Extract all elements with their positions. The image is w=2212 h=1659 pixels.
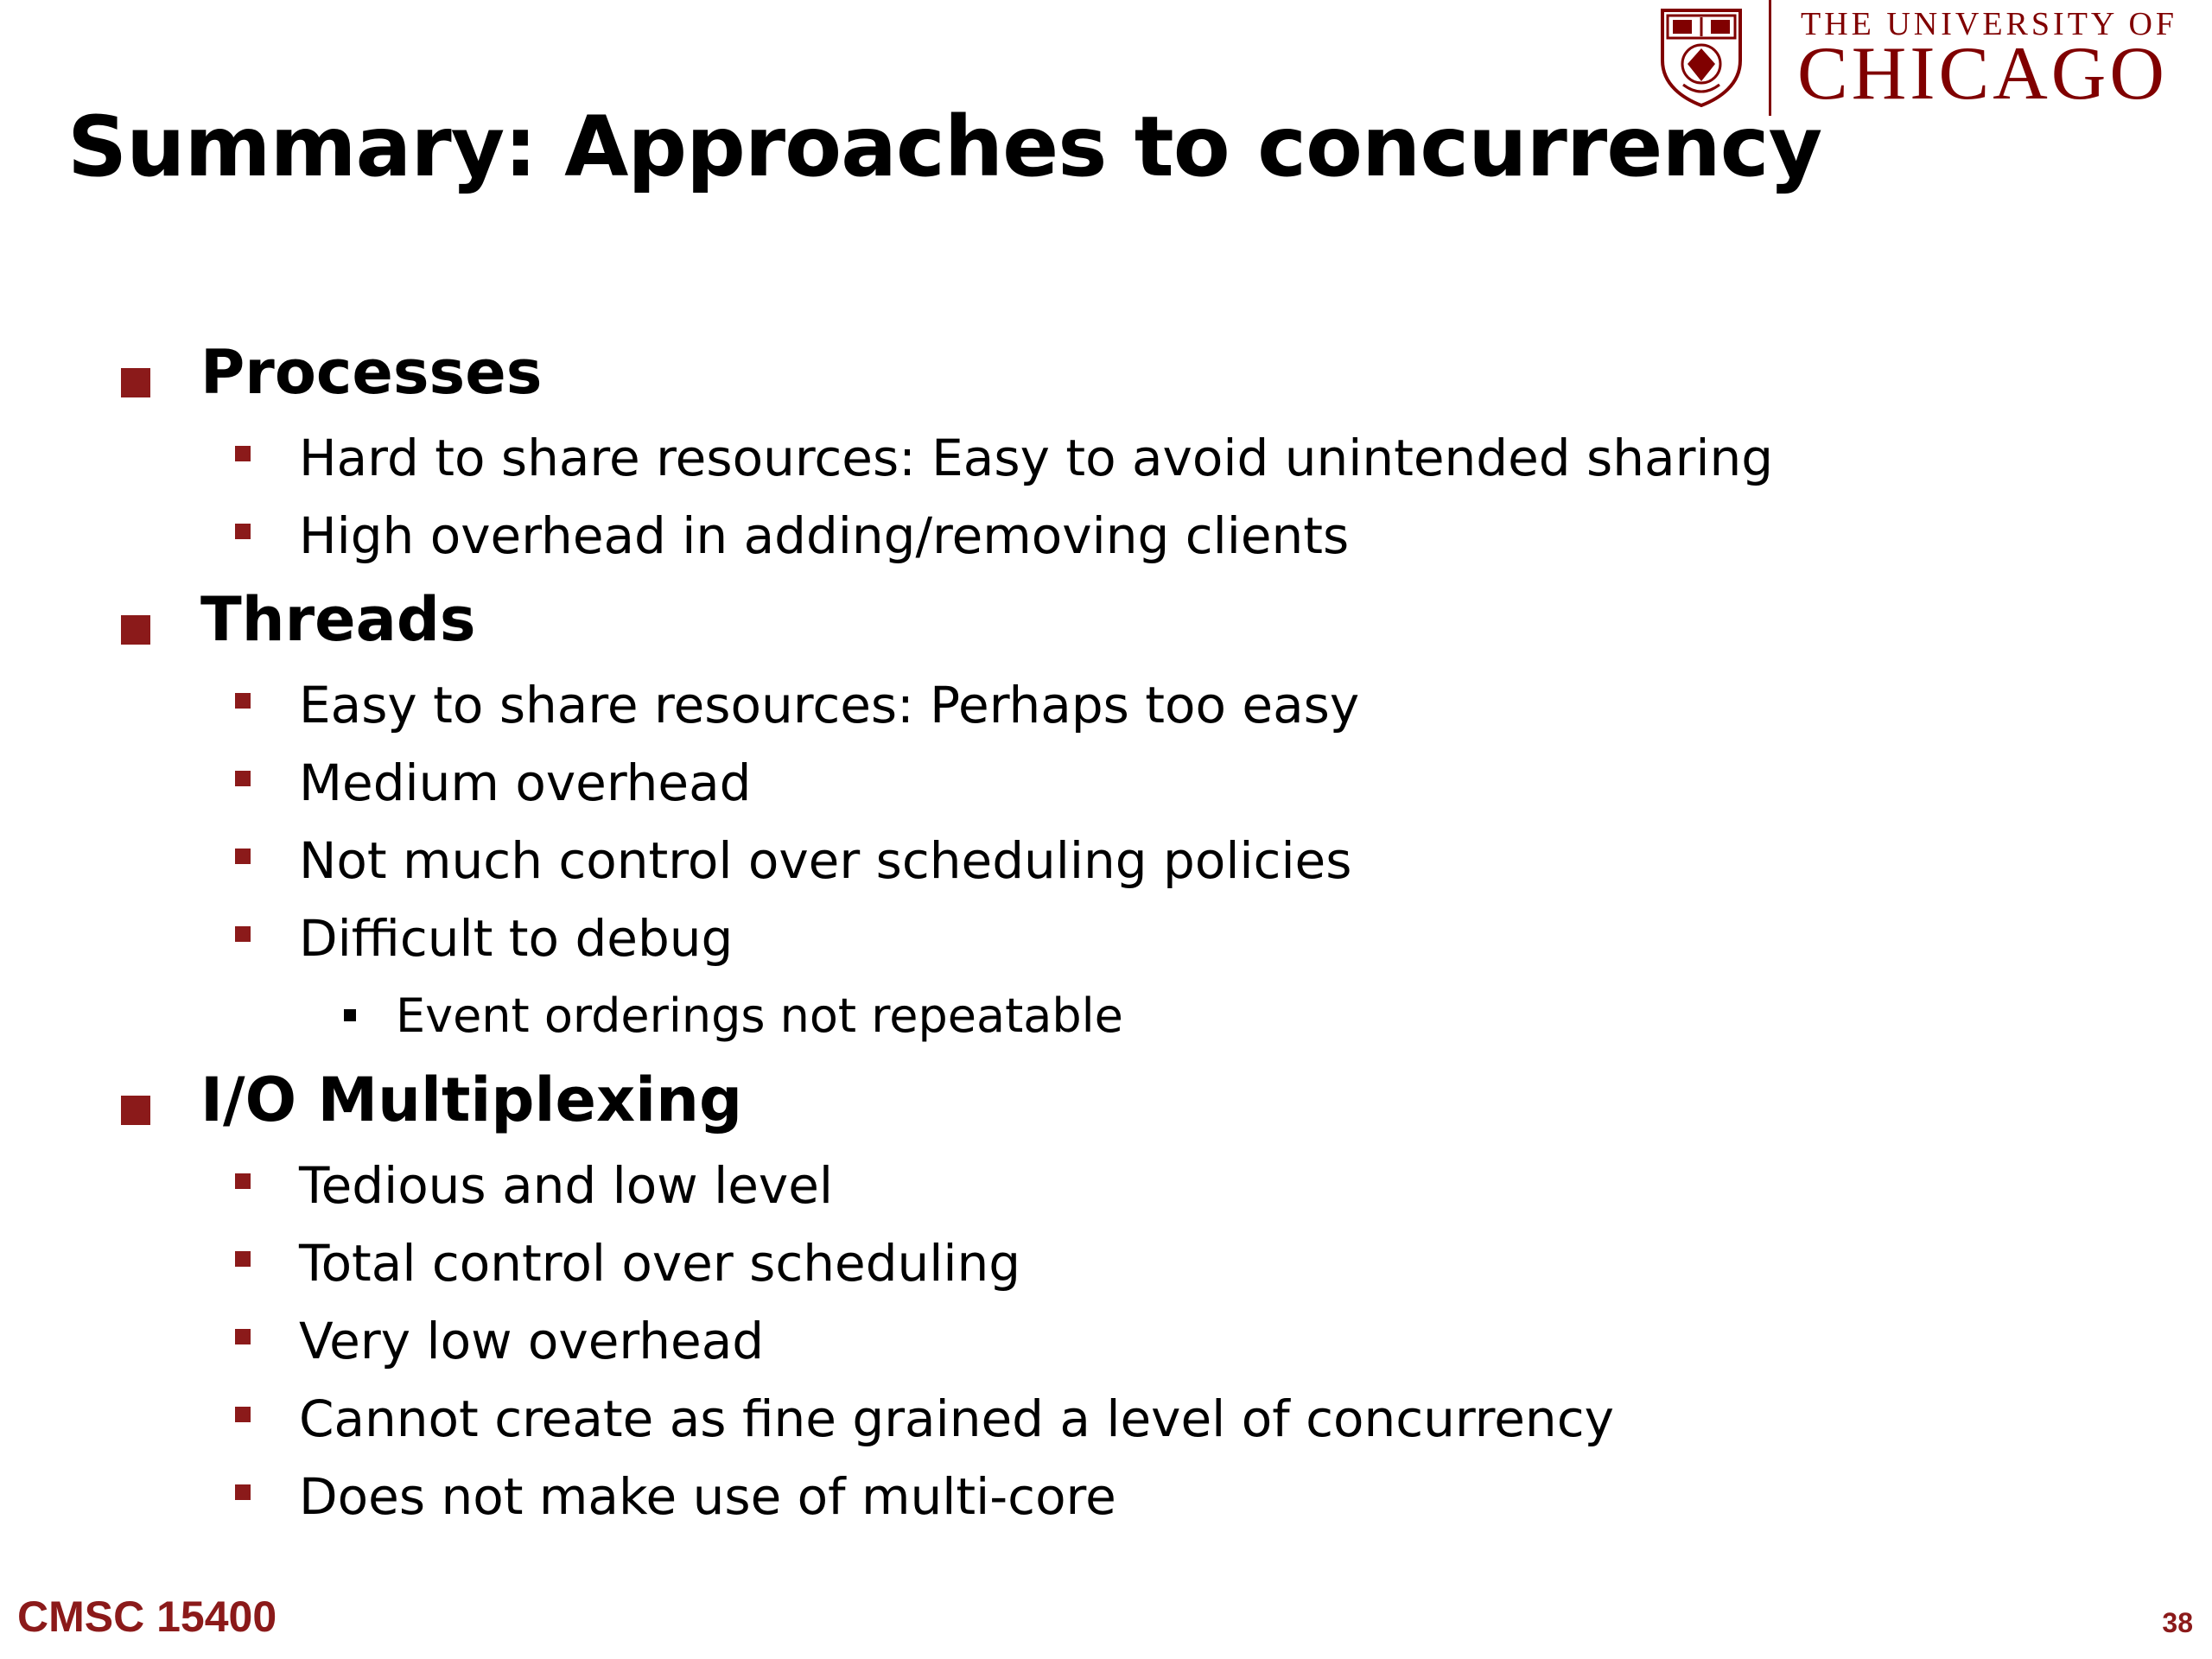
level1-bullet-icon xyxy=(121,368,150,397)
list-item-text: Medium overhead xyxy=(299,753,752,812)
list-item xyxy=(299,429,1773,487)
section-processes xyxy=(200,337,542,408)
list-item-text: Very low overhead xyxy=(299,1312,765,1370)
course-code: CMSC 15400 xyxy=(17,1592,277,1641)
list-item xyxy=(299,909,733,968)
level2-bullet-icon xyxy=(235,771,251,786)
level2-bullet-icon xyxy=(235,1329,251,1344)
list-item xyxy=(299,753,751,812)
level2-bullet-icon xyxy=(235,693,251,709)
level2-bullet-icon xyxy=(235,524,251,539)
level2-bullet-icon xyxy=(235,446,251,461)
logo-university-of: THE UNIVERSITY OF xyxy=(1801,6,2178,42)
list-item xyxy=(299,1467,1116,1526)
list-item-text: Difficult to debug xyxy=(299,909,734,968)
level1-bullet-icon xyxy=(121,615,150,645)
list-item-text: Does not make use of multi-core xyxy=(299,1467,1116,1526)
list-item xyxy=(299,831,1351,890)
level2-bullet-icon xyxy=(235,1173,251,1189)
section-heading: Threads xyxy=(200,584,476,655)
list-item-text: Cannot create as fine grained a level of concurrency xyxy=(299,1389,1614,1448)
level2-bullet-icon xyxy=(235,849,251,864)
level2-bullet-icon xyxy=(235,1407,251,1422)
level2-bullet-icon xyxy=(235,926,251,942)
level3-bullet-icon xyxy=(344,1009,356,1021)
sub-list-item xyxy=(396,988,1123,1043)
list-item-text: High overhead in adding/removing clients xyxy=(299,506,1350,565)
section-heading: Processes xyxy=(200,337,543,408)
logo-chicago: CHICAGO xyxy=(1797,32,2168,116)
list-item-text: Total control over scheduling xyxy=(299,1234,1021,1293)
section-threads xyxy=(200,584,476,655)
sub-list-item-text: Event orderings not repeatable xyxy=(396,988,1123,1043)
list-item xyxy=(299,1156,833,1215)
list-item-text: Easy to share resources: Perhaps too easy xyxy=(299,676,1360,734)
list-item-text: Tedious and low level xyxy=(299,1156,834,1215)
list-item-text: Not much control over scheduling policies xyxy=(299,831,1352,890)
section-io-multiplexing xyxy=(200,1065,742,1135)
level2-bullet-icon xyxy=(235,1251,251,1267)
level2-bullet-icon xyxy=(235,1484,251,1500)
section-heading: I/O Multiplexing xyxy=(200,1065,743,1135)
level1-bullet-icon xyxy=(121,1096,150,1125)
page-number: 38 xyxy=(2162,1607,2193,1638)
list-item xyxy=(299,1389,1614,1448)
list-item xyxy=(299,1234,1020,1293)
list-item-text: Hard to share resources: Easy to avoid unintended sharing xyxy=(299,429,1774,487)
list-item xyxy=(299,1312,764,1370)
slide-title: Summary: Approaches to concurrency xyxy=(67,99,1822,195)
list-item xyxy=(299,676,1359,734)
list-item xyxy=(299,506,1349,565)
